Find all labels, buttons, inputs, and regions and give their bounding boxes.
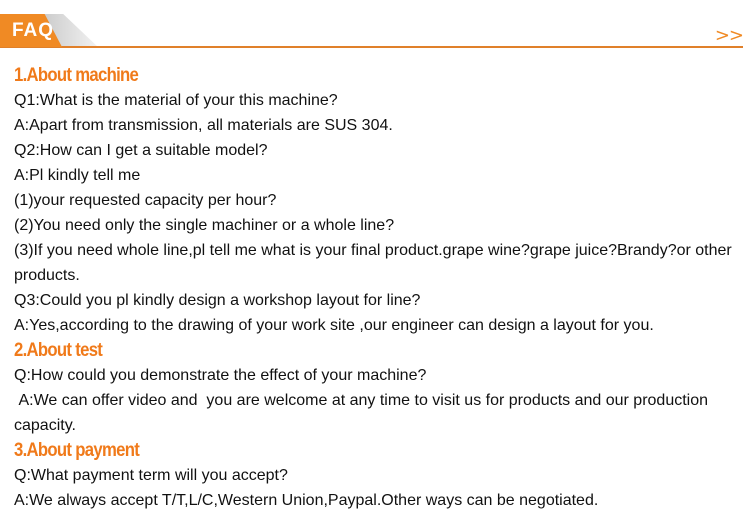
faq-line: Q2:How can I get a suitable model? xyxy=(14,142,268,159)
section-about-test xyxy=(14,338,739,438)
faq-line: Q:How could you demonstrate the effect of your machine? xyxy=(14,367,427,384)
faq-tab-label: FAQ xyxy=(12,20,55,41)
faq-content xyxy=(14,63,739,513)
section-about-payment xyxy=(14,438,739,513)
faq-line: A:Pl kindly tell me xyxy=(14,167,141,184)
faq-header xyxy=(0,0,743,48)
faq-line: (2)You need only the single machiner or a whole line? xyxy=(14,217,395,234)
faq-line: A:Yes,according to the drawing of your work site ,our engineer can design a layout for you. xyxy=(14,317,654,334)
section-title: 3.About payment xyxy=(14,440,140,461)
section-about-machine xyxy=(14,63,739,338)
header-divider xyxy=(0,46,743,48)
section-title: 2.About test xyxy=(14,340,103,361)
faq-line: Q3:Could you pl kindly design a workshop layout for line? xyxy=(14,292,421,309)
faq-line: A:We always accept T/T,L/C,Western Union,Paypal.Other ways can be negotiated. xyxy=(14,492,599,509)
faq-line: (3)If you need whole line,pl tell me what is your final product.grape wine?grape juice?Brandy?or other products. xyxy=(14,242,732,284)
faq-line: Q:What payment term will you accept? xyxy=(14,467,288,484)
more-link[interactable]: >> xyxy=(714,25,743,46)
section-title: 1.About machine xyxy=(14,65,139,86)
faq-line: A:Apart from transmission, all materials are SUS 304. xyxy=(14,117,393,134)
faq-line: A:We can offer video and you are welcome at any time to visit us for products and our production capacity. xyxy=(14,392,713,434)
faq-line: Q1:What is the material of your this machine? xyxy=(14,92,338,109)
faq-line: (1)your requested capacity per hour? xyxy=(14,192,277,209)
